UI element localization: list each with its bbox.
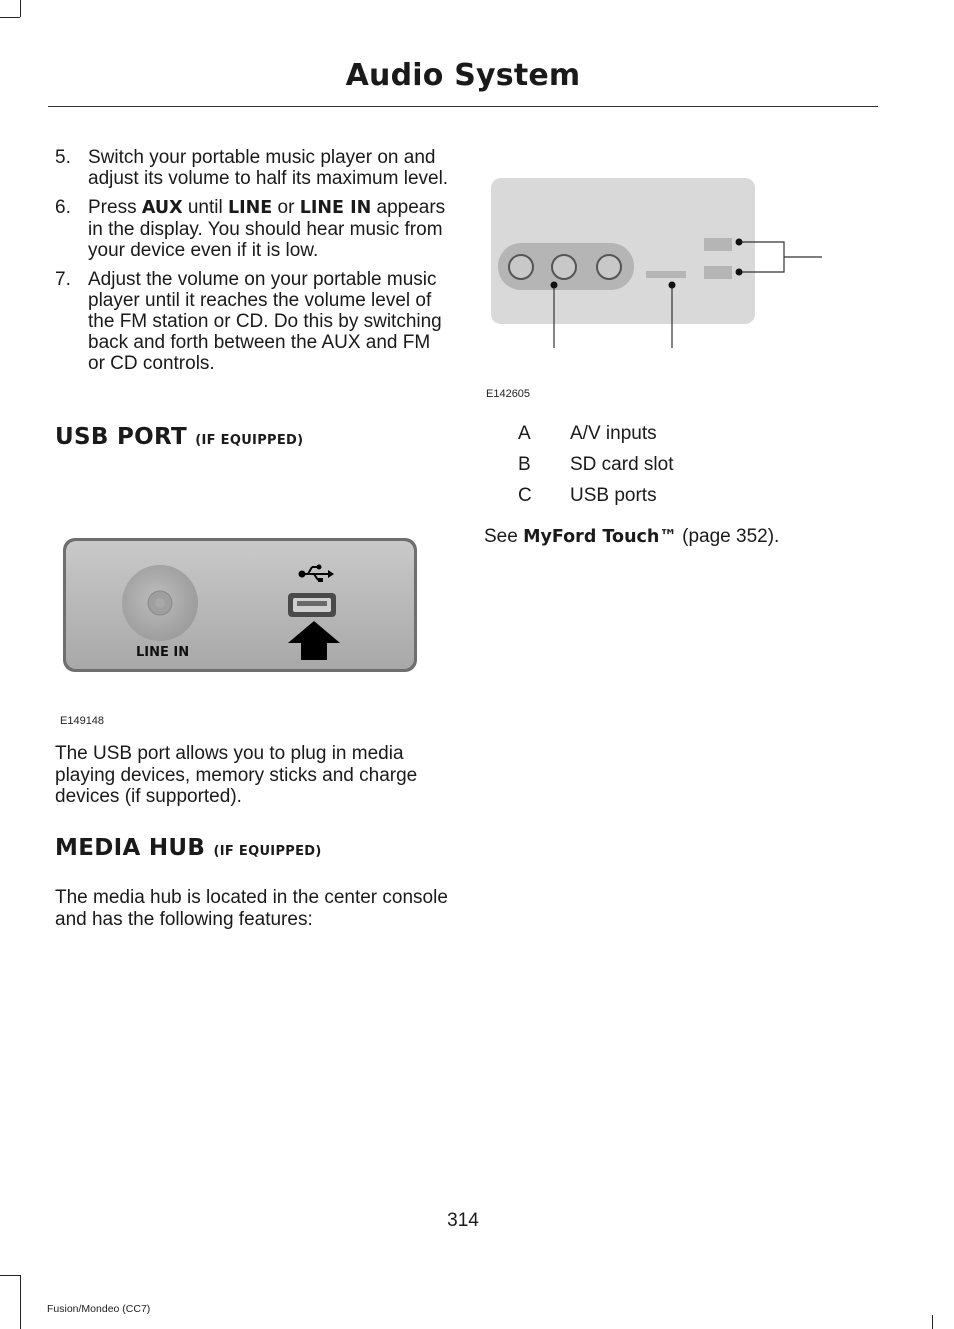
media-hub-paragraph: The media hub is located in the center console and has the following features: — [55, 887, 448, 930]
av-jack — [597, 255, 621, 279]
crop-mark — [932, 1315, 933, 1329]
legend-row: B SD card slot — [518, 454, 674, 475]
page-title: Audio System — [345, 58, 581, 93]
footer-text: Fusion/Mondeo (CC7) — [47, 1303, 151, 1315]
title-rule — [48, 106, 878, 107]
av-jack — [509, 255, 533, 279]
step-7: 7. Adjust the volume on your portable music player until it reaches the volume level of the FM station or CD. Do this by switching back and forth between the AUX and FM or CD controls. — [55, 269, 442, 374]
crop-mark — [20, 0, 21, 17]
legend-row: A A/V inputs — [518, 423, 657, 444]
media-hub-figure — [488, 176, 824, 352]
av-jack — [552, 255, 576, 279]
line-in-label: LINE IN — [136, 645, 190, 660]
myford-touch-link[interactable]: MyFord Touch™ — [523, 527, 677, 547]
usb-socket — [288, 593, 336, 617]
aux-jack-icon — [122, 565, 198, 641]
crop-mark — [0, 1275, 20, 1276]
step-5: 5. Switch your portable music player on and adjust its volume to half its maximum level. — [55, 147, 449, 189]
step-6: 6. Press AUX until LINE or LINE IN appears in the display. You should hear music from your device even if it is low. — [55, 197, 446, 261]
crop-mark — [0, 17, 20, 18]
media-hub-figure-code: E142605 — [486, 388, 531, 400]
crop-mark — [20, 1275, 21, 1329]
steps-list — [55, 147, 450, 382]
page-number: 314 — [447, 1210, 479, 1231]
usb-figure-code: E149148 — [60, 715, 105, 727]
usb-paragraph: The USB port allows you to plug in media playing devices, memory sticks and charge devices (if supported). — [55, 743, 418, 807]
usb-port-heading: USB PORT (IF EQUIPPED) — [55, 424, 304, 450]
media-hub-heading: MEDIA HUB (IF EQUIPPED) — [55, 835, 322, 861]
see-reference: See MyFord Touch™ (page 352). — [484, 526, 780, 547]
usb-port-lower — [704, 266, 732, 279]
usb-port-upper — [704, 238, 732, 251]
sd-card-slot — [646, 271, 686, 278]
media-hub-legend — [518, 423, 673, 516]
usb-port-figure — [60, 535, 422, 677]
legend-row: C USB ports — [518, 485, 657, 506]
